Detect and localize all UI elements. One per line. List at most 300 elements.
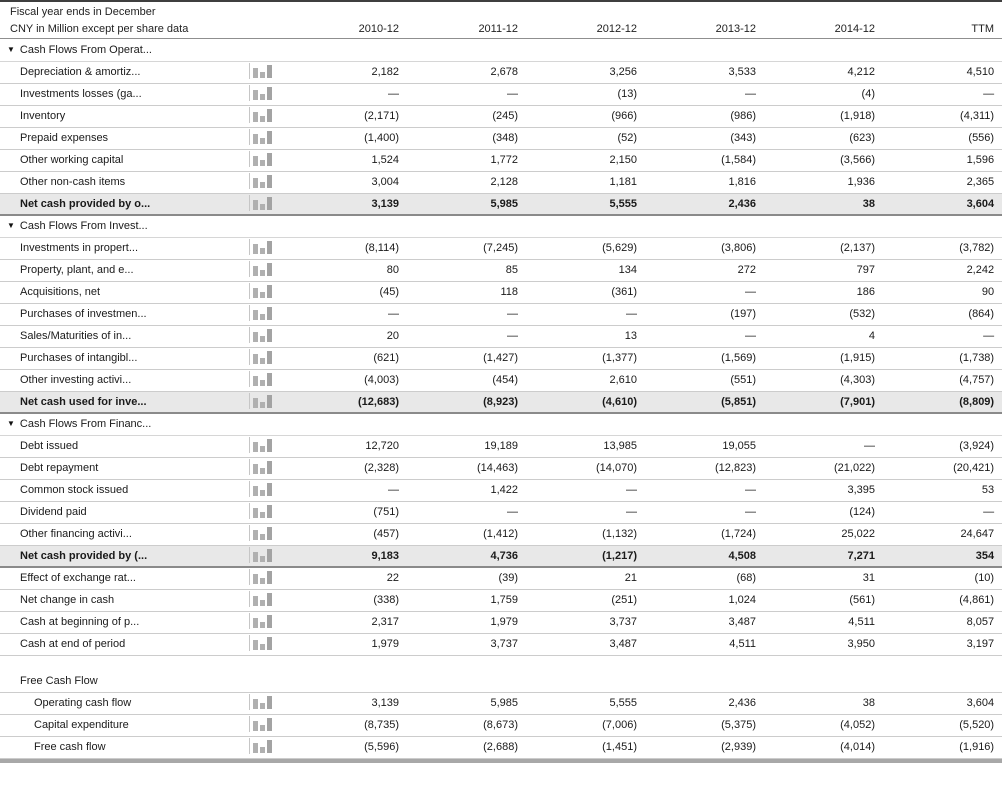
- chart-toggle-button[interactable]: [248, 436, 274, 453]
- chart-toggle-button[interactable]: [248, 612, 274, 629]
- value-cell: (1,451): [526, 736, 645, 758]
- value-cell: (1,412): [407, 523, 526, 545]
- chart-toggle-button[interactable]: [248, 194, 274, 211]
- row-label: Free cash flow: [0, 736, 240, 758]
- table-row[interactable]: [0, 347, 1002, 369]
- value-cell: 21: [526, 567, 645, 589]
- value-cell: 3,604: [883, 193, 1002, 215]
- chart-toggle-button[interactable]: [248, 260, 274, 277]
- value-cell: —: [288, 83, 407, 105]
- row-label: Debt repayment: [0, 457, 240, 479]
- table-row[interactable]: [0, 567, 1002, 589]
- value-cell: 2,365: [883, 171, 1002, 193]
- table-row[interactable]: [0, 127, 1002, 149]
- value-cell: 3,950: [764, 633, 883, 655]
- table-row[interactable]: [0, 171, 1002, 193]
- value-cell: (3,782): [883, 237, 1002, 259]
- column-header-2011-12: 2011-12: [478, 23, 518, 35]
- mini-bar-chart-icon: [248, 612, 274, 629]
- value-cell: 118: [407, 281, 526, 303]
- table-row[interactable]: [0, 633, 1002, 655]
- value-cell: (623): [764, 127, 883, 149]
- row-chart-cell: [240, 347, 288, 369]
- mini-bar-chart-icon: [248, 634, 274, 651]
- value-cell: 2,242: [883, 259, 1002, 281]
- column-header-ttm: TTM: [971, 23, 994, 35]
- section-header-cell[interactable]: [0, 215, 1002, 237]
- row-label: Other investing activi...: [0, 369, 240, 391]
- value-cell: —: [526, 303, 645, 325]
- row-label: Sales/Maturities of in...: [0, 325, 240, 347]
- value-cell: —: [288, 303, 407, 325]
- value-cell: (8,809): [883, 391, 1002, 413]
- value-cell: 5,985: [407, 193, 526, 215]
- total-row[interactable]: [0, 391, 1002, 413]
- section-title: Cash Flows From Operat...: [19, 43, 152, 56]
- value-cell: (4,757): [883, 369, 1002, 391]
- row-label: Net cash used for inve...: [0, 391, 240, 413]
- row-label: Debt issued: [0, 435, 240, 457]
- value-cell: (864): [883, 303, 1002, 325]
- chart-toggle-button[interactable]: [248, 546, 274, 563]
- row-label: Operating cash flow: [0, 692, 240, 714]
- value-cell: 272: [645, 259, 764, 281]
- value-cell: (338): [288, 589, 407, 611]
- table-row[interactable]: [0, 105, 1002, 127]
- table-row[interactable]: [0, 259, 1002, 281]
- value-cell: (4,003): [288, 369, 407, 391]
- row-label: Net cash provided by o...: [0, 193, 240, 215]
- value-cell: 4,212: [764, 61, 883, 83]
- chart-toggle-button[interactable]: [248, 106, 274, 123]
- row-chart-cell: [240, 259, 288, 281]
- table-bottom-divider: [0, 759, 1002, 763]
- row-chart-cell: [240, 303, 288, 325]
- value-cell: 4,510: [883, 61, 1002, 83]
- value-cell: (245): [407, 105, 526, 127]
- mini-bar-chart-icon: [248, 480, 274, 497]
- value-cell: 1,422: [407, 479, 526, 501]
- section-header-row[interactable]: [0, 39, 1002, 61]
- value-cell: 20: [288, 325, 407, 347]
- value-cell: 3,737: [407, 633, 526, 655]
- value-cell: 1,024: [645, 589, 764, 611]
- spacer-cell: [0, 655, 1002, 670]
- section-spacer: [0, 655, 1002, 670]
- table-row[interactable]: [0, 83, 1002, 105]
- value-cell: 3,604: [883, 692, 1002, 714]
- value-cell: 3,139: [288, 193, 407, 215]
- mini-bar-chart-icon: [248, 62, 274, 79]
- row-label: Inventory: [0, 105, 240, 127]
- value-cell: (7,245): [407, 237, 526, 259]
- value-cell: 19,055: [645, 435, 764, 457]
- value-cell: 90: [883, 281, 1002, 303]
- row-label: Acquisitions, net: [0, 281, 240, 303]
- value-cell: (4,014): [764, 736, 883, 758]
- value-cell: 2,317: [288, 611, 407, 633]
- value-cell: —: [645, 479, 764, 501]
- value-cell: —: [407, 325, 526, 347]
- value-cell: (8,923): [407, 391, 526, 413]
- chart-toggle-button[interactable]: [248, 480, 274, 497]
- chart-toggle-button[interactable]: [248, 62, 274, 79]
- total-row[interactable]: [0, 193, 1002, 215]
- units-note: CNY in Million except per share data: [10, 23, 189, 35]
- chart-toggle-button[interactable]: [248, 737, 274, 754]
- chart-toggle-button[interactable]: [248, 458, 274, 475]
- value-cell: 134: [526, 259, 645, 281]
- chart-toggle-button[interactable]: [248, 392, 274, 409]
- mini-bar-chart-icon: [248, 737, 274, 754]
- value-cell: 2,610: [526, 369, 645, 391]
- row-chart-cell: [240, 127, 288, 149]
- value-cell: 1,596: [883, 149, 1002, 171]
- value-cell: 12,720: [288, 435, 407, 457]
- value-cell: 31: [764, 567, 883, 589]
- section-header-row[interactable]: [0, 215, 1002, 237]
- value-cell: (2,939): [645, 736, 764, 758]
- value-cell: —: [407, 303, 526, 325]
- value-cell: 5,555: [526, 193, 645, 215]
- value-cell: (3,924): [883, 435, 1002, 457]
- chart-toggle-button[interactable]: [248, 150, 274, 167]
- value-cell: (1,377): [526, 347, 645, 369]
- value-cell: (124): [764, 501, 883, 523]
- mini-bar-chart-icon: [248, 304, 274, 321]
- value-cell: —: [883, 325, 1002, 347]
- table-row[interactable]: [0, 611, 1002, 633]
- chart-toggle-button[interactable]: [248, 304, 274, 321]
- value-cell: (5,520): [883, 714, 1002, 736]
- section-title: Free Cash Flow: [20, 674, 98, 687]
- value-cell: (1,132): [526, 523, 645, 545]
- row-chart-cell: [240, 149, 288, 171]
- value-cell: (2,688): [407, 736, 526, 758]
- row-label: Net change in cash: [0, 589, 240, 611]
- mini-bar-chart-icon: [248, 524, 274, 541]
- table-row[interactable]: [0, 501, 1002, 523]
- mini-bar-chart-icon: [248, 693, 274, 710]
- mini-bar-chart-icon: [248, 150, 274, 167]
- value-cell: 9,183: [288, 545, 407, 567]
- row-chart-cell: [240, 611, 288, 633]
- column-header-2013-12: 2013-12: [715, 23, 756, 35]
- value-cell: (8,673): [407, 714, 526, 736]
- value-cell: (7,006): [526, 714, 645, 736]
- mini-bar-chart-icon: [248, 348, 274, 365]
- value-cell: —: [764, 435, 883, 457]
- row-label: Investments losses (ga...: [0, 83, 240, 105]
- value-cell: 3,487: [526, 633, 645, 655]
- row-label: Other financing activi...: [0, 523, 240, 545]
- chart-toggle-button[interactable]: [248, 370, 274, 387]
- value-cell: 5,555: [526, 692, 645, 714]
- value-cell: —: [288, 479, 407, 501]
- value-cell: 1,979: [407, 611, 526, 633]
- value-cell: (8,114): [288, 237, 407, 259]
- value-cell: 38: [764, 692, 883, 714]
- row-label: Capital expenditure: [0, 714, 240, 736]
- value-cell: 354: [883, 545, 1002, 567]
- value-cell: 1,936: [764, 171, 883, 193]
- chart-toggle-button[interactable]: [248, 238, 274, 255]
- section-title: Cash Flows From Financ...: [19, 418, 152, 431]
- cash-flow-table: [0, 39, 1002, 759]
- chart-toggle-button[interactable]: [248, 524, 274, 541]
- table-row[interactable]: [0, 457, 1002, 479]
- value-cell: 24,647: [883, 523, 1002, 545]
- value-cell: 3,139: [288, 692, 407, 714]
- value-cell: —: [407, 501, 526, 523]
- chart-toggle-button[interactable]: [248, 693, 274, 710]
- collapse-triangle-icon[interactable]: ▼: [7, 419, 15, 429]
- value-cell: (68): [645, 567, 764, 589]
- value-cell: 8,057: [883, 611, 1002, 633]
- value-cell: 4,511: [645, 633, 764, 655]
- value-cell: (3,566): [764, 149, 883, 171]
- value-cell: 1,979: [288, 633, 407, 655]
- value-cell: (4,311): [883, 105, 1002, 127]
- row-chart-cell: [240, 633, 288, 655]
- value-cell: (4,861): [883, 589, 1002, 611]
- row-chart-cell: [240, 369, 288, 391]
- mini-bar-chart-icon: [248, 128, 274, 145]
- mini-bar-chart-icon: [248, 502, 274, 519]
- value-cell: 2,436: [645, 193, 764, 215]
- row-chart-cell: [240, 736, 288, 758]
- row-chart-cell: [240, 589, 288, 611]
- chart-toggle-button[interactable]: [248, 715, 274, 732]
- row-chart-cell: [240, 692, 288, 714]
- value-cell: (197): [645, 303, 764, 325]
- row-chart-cell: [240, 193, 288, 215]
- row-label: Property, plant, and e...: [0, 259, 240, 281]
- total-row[interactable]: [0, 545, 1002, 567]
- value-cell: 7,271: [764, 545, 883, 567]
- section-header-cell[interactable]: [0, 413, 1002, 435]
- value-cell: 2,150: [526, 149, 645, 171]
- value-cell: 80: [288, 259, 407, 281]
- value-cell: 85: [407, 259, 526, 281]
- chart-toggle-button[interactable]: [248, 348, 274, 365]
- value-cell: 186: [764, 281, 883, 303]
- row-label: Effect of exchange rat...: [0, 567, 240, 589]
- value-cell: 3,197: [883, 633, 1002, 655]
- value-cell: (21,022): [764, 457, 883, 479]
- value-cell: 2,678: [407, 61, 526, 83]
- row-label: Net cash provided by (...: [0, 545, 240, 567]
- mini-bar-chart-icon: [248, 194, 274, 211]
- value-cell: (1,217): [526, 545, 645, 567]
- value-cell: (1,584): [645, 149, 764, 171]
- value-cell: (457): [288, 523, 407, 545]
- row-chart-cell: [240, 545, 288, 567]
- value-cell: 4,511: [764, 611, 883, 633]
- value-cell: 3,533: [645, 61, 764, 83]
- table-row[interactable]: [0, 237, 1002, 259]
- value-cell: 1,524: [288, 149, 407, 171]
- table-row[interactable]: [0, 589, 1002, 611]
- collapse-triangle-icon[interactable]: ▼: [7, 44, 15, 54]
- value-cell: —: [645, 501, 764, 523]
- table-row[interactable]: [0, 736, 1002, 758]
- column-header-2014-12: 2014-12: [834, 23, 875, 35]
- value-cell: 4,508: [645, 545, 764, 567]
- value-cell: 13: [526, 325, 645, 347]
- table-row[interactable]: [0, 714, 1002, 736]
- row-chart-cell: [240, 479, 288, 501]
- value-cell: —: [883, 501, 1002, 523]
- value-cell: (14,463): [407, 457, 526, 479]
- collapse-triangle-icon[interactable]: ▼: [7, 221, 15, 231]
- value-cell: 797: [764, 259, 883, 281]
- value-cell: 4: [764, 325, 883, 347]
- table-row[interactable]: [0, 369, 1002, 391]
- row-chart-cell: [240, 105, 288, 127]
- value-cell: (1,738): [883, 347, 1002, 369]
- table-row[interactable]: [0, 61, 1002, 83]
- row-label: Investments in propert...: [0, 237, 240, 259]
- value-cell: —: [526, 479, 645, 501]
- row-chart-cell: [240, 325, 288, 347]
- mini-bar-chart-icon: [248, 715, 274, 732]
- row-chart-cell: [240, 501, 288, 523]
- value-cell: (343): [645, 127, 764, 149]
- value-cell: (3,806): [645, 237, 764, 259]
- row-label: Purchases of intangibl...: [0, 347, 240, 369]
- section-header-cell[interactable]: [0, 39, 1002, 61]
- mini-bar-chart-icon: [248, 590, 274, 607]
- mini-bar-chart-icon: [248, 106, 274, 123]
- value-cell: (1,724): [645, 523, 764, 545]
- value-cell: (12,823): [645, 457, 764, 479]
- fiscal-year-note: Fiscal year ends in December: [10, 6, 156, 18]
- row-label: Prepaid expenses: [0, 127, 240, 149]
- table-row[interactable]: [0, 692, 1002, 714]
- row-chart-cell: [240, 523, 288, 545]
- value-cell: (45): [288, 281, 407, 303]
- mini-bar-chart-icon: [248, 392, 274, 409]
- value-cell: (14,070): [526, 457, 645, 479]
- row-label: Dividend paid: [0, 501, 240, 523]
- value-cell: 1,816: [645, 171, 764, 193]
- value-cell: 1,772: [407, 149, 526, 171]
- value-cell: 3,487: [645, 611, 764, 633]
- value-cell: (4,303): [764, 369, 883, 391]
- table-row[interactable]: [0, 479, 1002, 501]
- chart-toggle-button[interactable]: [248, 282, 274, 299]
- chart-toggle-button[interactable]: [248, 568, 274, 585]
- chart-toggle-button[interactable]: [248, 634, 274, 651]
- table-row[interactable]: [0, 149, 1002, 171]
- mini-bar-chart-icon: [248, 84, 274, 101]
- value-cell: (348): [407, 127, 526, 149]
- row-label: Cash at end of period: [0, 633, 240, 655]
- value-cell: 13,985: [526, 435, 645, 457]
- table-row[interactable]: [0, 281, 1002, 303]
- value-cell: (52): [526, 127, 645, 149]
- value-cell: 3,737: [526, 611, 645, 633]
- chart-toggle-button[interactable]: [248, 84, 274, 101]
- value-cell: (251): [526, 589, 645, 611]
- chart-toggle-button[interactable]: [248, 590, 274, 607]
- mini-bar-chart-icon: [248, 546, 274, 563]
- chart-toggle-button[interactable]: [248, 502, 274, 519]
- value-cell: (556): [883, 127, 1002, 149]
- mini-bar-chart-icon: [248, 568, 274, 585]
- row-chart-cell: [240, 171, 288, 193]
- value-cell: —: [407, 83, 526, 105]
- value-cell: (4): [764, 83, 883, 105]
- value-cell: (361): [526, 281, 645, 303]
- value-cell: 3,395: [764, 479, 883, 501]
- row-label: Other working capital: [0, 149, 240, 171]
- value-cell: 38: [764, 193, 883, 215]
- value-cell: 2,436: [645, 692, 764, 714]
- value-cell: (2,171): [288, 105, 407, 127]
- table-row[interactable]: [0, 325, 1002, 347]
- value-cell: 1,181: [526, 171, 645, 193]
- value-cell: 2,128: [407, 171, 526, 193]
- chart-toggle-button[interactable]: [248, 172, 274, 189]
- section-title: Cash Flows From Invest...: [19, 220, 148, 233]
- mini-bar-chart-icon: [248, 238, 274, 255]
- table-row[interactable]: [0, 303, 1002, 325]
- row-label: Cash at beginning of p...: [0, 611, 240, 633]
- value-cell: 22: [288, 567, 407, 589]
- value-cell: (751): [288, 501, 407, 523]
- section-header-row[interactable]: [0, 413, 1002, 435]
- row-chart-cell: [240, 83, 288, 105]
- value-cell: 25,022: [764, 523, 883, 545]
- mini-bar-chart-icon: [248, 436, 274, 453]
- table-row[interactable]: [0, 435, 1002, 457]
- row-chart-cell: [240, 281, 288, 303]
- section-header-cell: [0, 670, 1002, 692]
- value-cell: (7,901): [764, 391, 883, 413]
- value-cell: (5,629): [526, 237, 645, 259]
- mini-bar-chart-icon: [248, 260, 274, 277]
- value-cell: (1,918): [764, 105, 883, 127]
- value-cell: (4,610): [526, 391, 645, 413]
- value-cell: (10): [883, 567, 1002, 589]
- chart-toggle-button[interactable]: [248, 326, 274, 343]
- value-cell: (1,915): [764, 347, 883, 369]
- mini-bar-chart-icon: [248, 458, 274, 475]
- value-cell: 53: [883, 479, 1002, 501]
- value-cell: 5,985: [407, 692, 526, 714]
- value-cell: (5,375): [645, 714, 764, 736]
- value-cell: (986): [645, 105, 764, 127]
- mini-bar-chart-icon: [248, 370, 274, 387]
- value-cell: —: [526, 501, 645, 523]
- row-chart-cell: [240, 61, 288, 83]
- table-row[interactable]: [0, 523, 1002, 545]
- chart-toggle-button[interactable]: [248, 128, 274, 145]
- value-cell: 3,004: [288, 171, 407, 193]
- value-cell: (1,400): [288, 127, 407, 149]
- value-cell: 19,189: [407, 435, 526, 457]
- row-chart-cell: [240, 237, 288, 259]
- value-cell: (2,137): [764, 237, 883, 259]
- value-cell: (5,596): [288, 736, 407, 758]
- value-cell: 3,256: [526, 61, 645, 83]
- section-header-row: [0, 670, 1002, 692]
- value-cell: (621): [288, 347, 407, 369]
- row-chart-cell: [240, 714, 288, 736]
- value-cell: (966): [526, 105, 645, 127]
